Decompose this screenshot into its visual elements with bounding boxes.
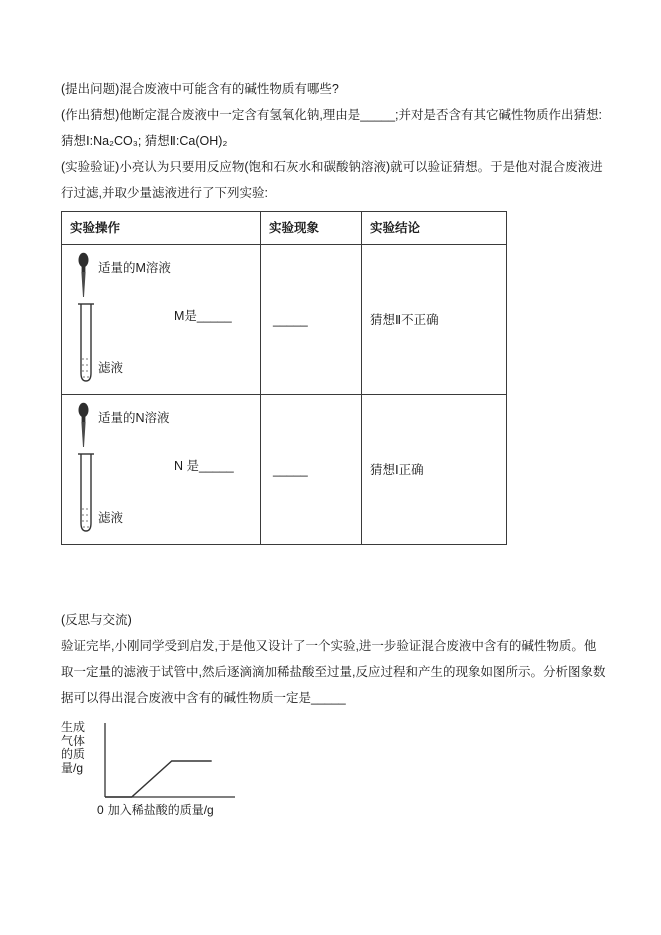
col-header-operation: 实验操作 [62, 212, 261, 245]
test-tube-icon [77, 451, 95, 540]
reflection-title: (反思与交流) [61, 613, 132, 627]
phenomenon-cell: _____ [261, 245, 362, 395]
table-row [62, 245, 507, 395]
dropper-label: 适量的M溶液 [98, 261, 171, 275]
operation-blank: M是_____ [174, 309, 232, 323]
dropper-label: 适量的N溶液 [98, 411, 170, 425]
conclusion-cell: 猜想Ⅱ不正确 [362, 245, 507, 395]
experiment-table [61, 211, 507, 545]
experiment-verify-paragraph: (实验验证)小亮认为只要用反应物(饱和石灰水和碳酸钠溶液)就可以验证猜想。于是他对混合废液进行过滤,并取少量滤液进行了下列实验: [61, 160, 603, 200]
chart-x-axis-label: 加入稀盐酸的质量/g [107, 803, 214, 817]
operation-cell-n [62, 395, 261, 545]
reflection-body: 验证完毕,小刚同学受到启发,于是他又设计了一个实验,进一步验证混合废液中含有的碱性物质。他取一定量的滤液于试管中,然后逐滴滴加稀盐酸至过量,反应过程和产生的现象如图所示。分析图象数据可以得出混合废液中含有的碱性物质一定是_____ [61, 639, 606, 705]
test-tube-icon [77, 301, 95, 390]
guess-formulas: 猜想Ⅰ:Na₂CO₃; 猜想Ⅱ:Ca(OH)₂ [61, 134, 228, 148]
dropper-icon [76, 402, 91, 455]
tube-label: 滤液 [98, 511, 124, 525]
col-header-phenomenon: 实验现象 [261, 212, 362, 245]
origin-tick-label: 0 [97, 803, 104, 817]
chart-plot-svg [95, 719, 245, 803]
page-content [61, 76, 607, 817]
operation-cell-m [62, 245, 261, 395]
operation-blank: N 是_____ [174, 459, 234, 473]
dropper-icon [76, 252, 91, 305]
table-header-row [62, 212, 507, 245]
gas-mass-chart [61, 719, 607, 817]
make-guess-paragraph: (作出猜想)他断定混合废液中一定含有氢氧化钠,理由是_____;并对是否含有其它碱性物质作出猜想: [61, 108, 603, 122]
chart-y-axis-label: 生成气体的质量/g [61, 720, 86, 775]
table-row [62, 395, 507, 545]
phenomenon-cell: _____ [261, 395, 362, 545]
chart-x-axis-row [95, 803, 245, 817]
chart-plot-area [95, 719, 245, 817]
col-header-conclusion: 实验结论 [362, 212, 507, 245]
propose-question-paragraph: (提出问题)混合废液中可能含有的碱性物质有哪些? [61, 82, 339, 96]
conclusion-cell: 猜想Ⅰ正确 [362, 395, 507, 545]
tube-label: 滤液 [98, 361, 124, 375]
gas-curve [105, 761, 212, 797]
